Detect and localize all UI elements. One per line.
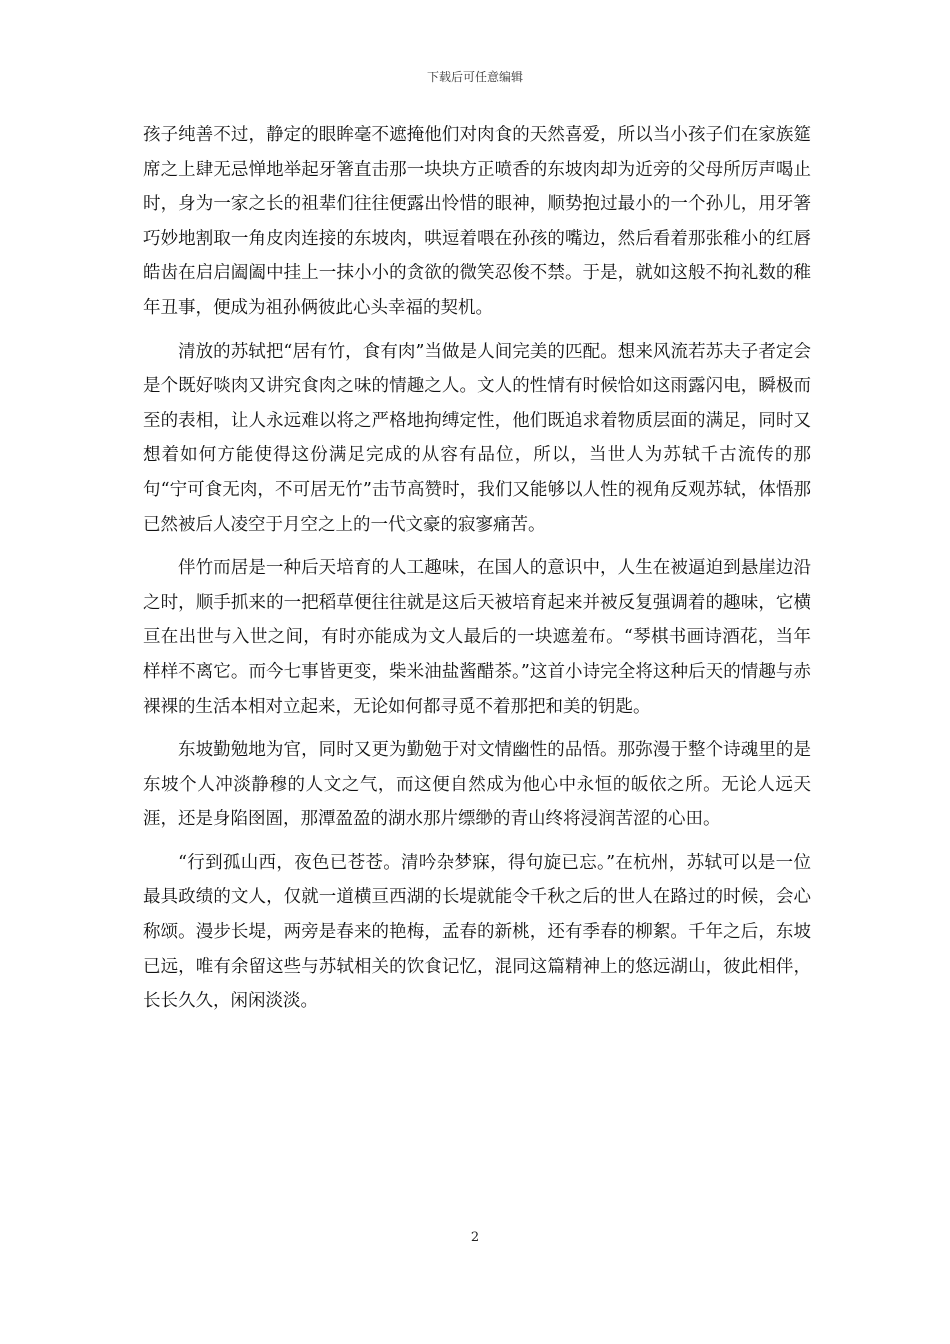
paragraph-2: 清放的苏轼把“居有竹，食有肉”当做是人间完美的匹配。想来风流若苏夫子者定会是个既好啖肉又讲究食肉之味的情趣之人。文人的性情有时候恰如这雨露闪电，瞬极而至的表相，让人永远难以将之严格地拘缚定性，他们既追求着物质层面的满足，同时又想着如何方能使得这份满足完成的从容有品位，所以，当世人为苏轼千古流传的那句“宁可食无肉，不可居无竹”击节高赞时，我们又能够以人性的视角反观苏轼，体悟那已然被后人凌空于月空之上的一代文豪的寂寥痛苦。 [143,341,811,535]
paragraph-5: “行到孤山西，夜色已苍苍。清吟杂梦寐，得句旋已忘。”在杭州，苏轼可以是一位最具政绩的文人，仅就一道横亘西湖的长堤就能令千秋之后的世人在路过的时候，会心称颂。漫步长堤，两旁是春来的艳梅，孟春的新桃，还有季春的柳絮。千年之后，东坡已远，唯有余留这些与苏轼相关的饮食记忆，混同这篇精神上的悠远湖山，彼此相伴，长长久久，闲闲淡淡。 [143,852,811,1012]
document-body [143,118,811,1028]
page-header: 下载后可任意编辑 [426,70,523,84]
page-number: 2 [470,1230,480,1245]
paragraph-3: 伴竹而居是一种后天培育的人工趣味，在国人的意识中，人生在被逼迫到悬崖边沿之时，顺手抓来的一把稻草便往往就是这后天被培育起来并被反复强调着的趣味，它横亘在出世与入世之间，有时亦能成为文人最后的一块遮羞布。“琴棋书画诗酒花，当年样样不离它。而今七事皆更变，柴米油盐酱醋茶。”这首小诗完全将这种后天的情趣与赤裸裸的生活本相对立起来，无论如何都寻觅不着那把和美的钥匙。 [143,558,811,717]
paragraph-4: 东坡勤勉地为官，同时又更为勤勉于对文情幽性的品悟。那弥漫于整个诗魂里的是东坡个人冲淡静穆的人文之气，而这便自然成为他心中永恒的皈依之所。无论人远天涯，还是身陷囹圄，那潭盈盈的湖水那片缥缈的青山终将浸润苦涩的心田。 [143,740,811,830]
paragraph-1: 孩子纯善不过，静定的眼眸毫不遮掩他们对肉食的天然喜爱，所以当小孩子们在家族筵席之上肆无忌惮地举起牙箸直击那一块块方正喷香的东坡肉却为近旁的父母所厉声喝止时，身为一家之长的祖辈们往往便露出怜惜的眼神，顺势抱过最小的一个孙儿，用牙箸巧妙地割取一角皮肉连接的东坡肉，哄逗着喂在孙孩的嘴边，然后看着那张稚小的红唇皓齿在启启阖阖中挂上一抹小小的贪欲的微笑忍俊不禁。于是，就如这般不拘礼数的稚年丑事，便成为祖孙俩彼此心头幸福的契机。 [143,125,811,318]
